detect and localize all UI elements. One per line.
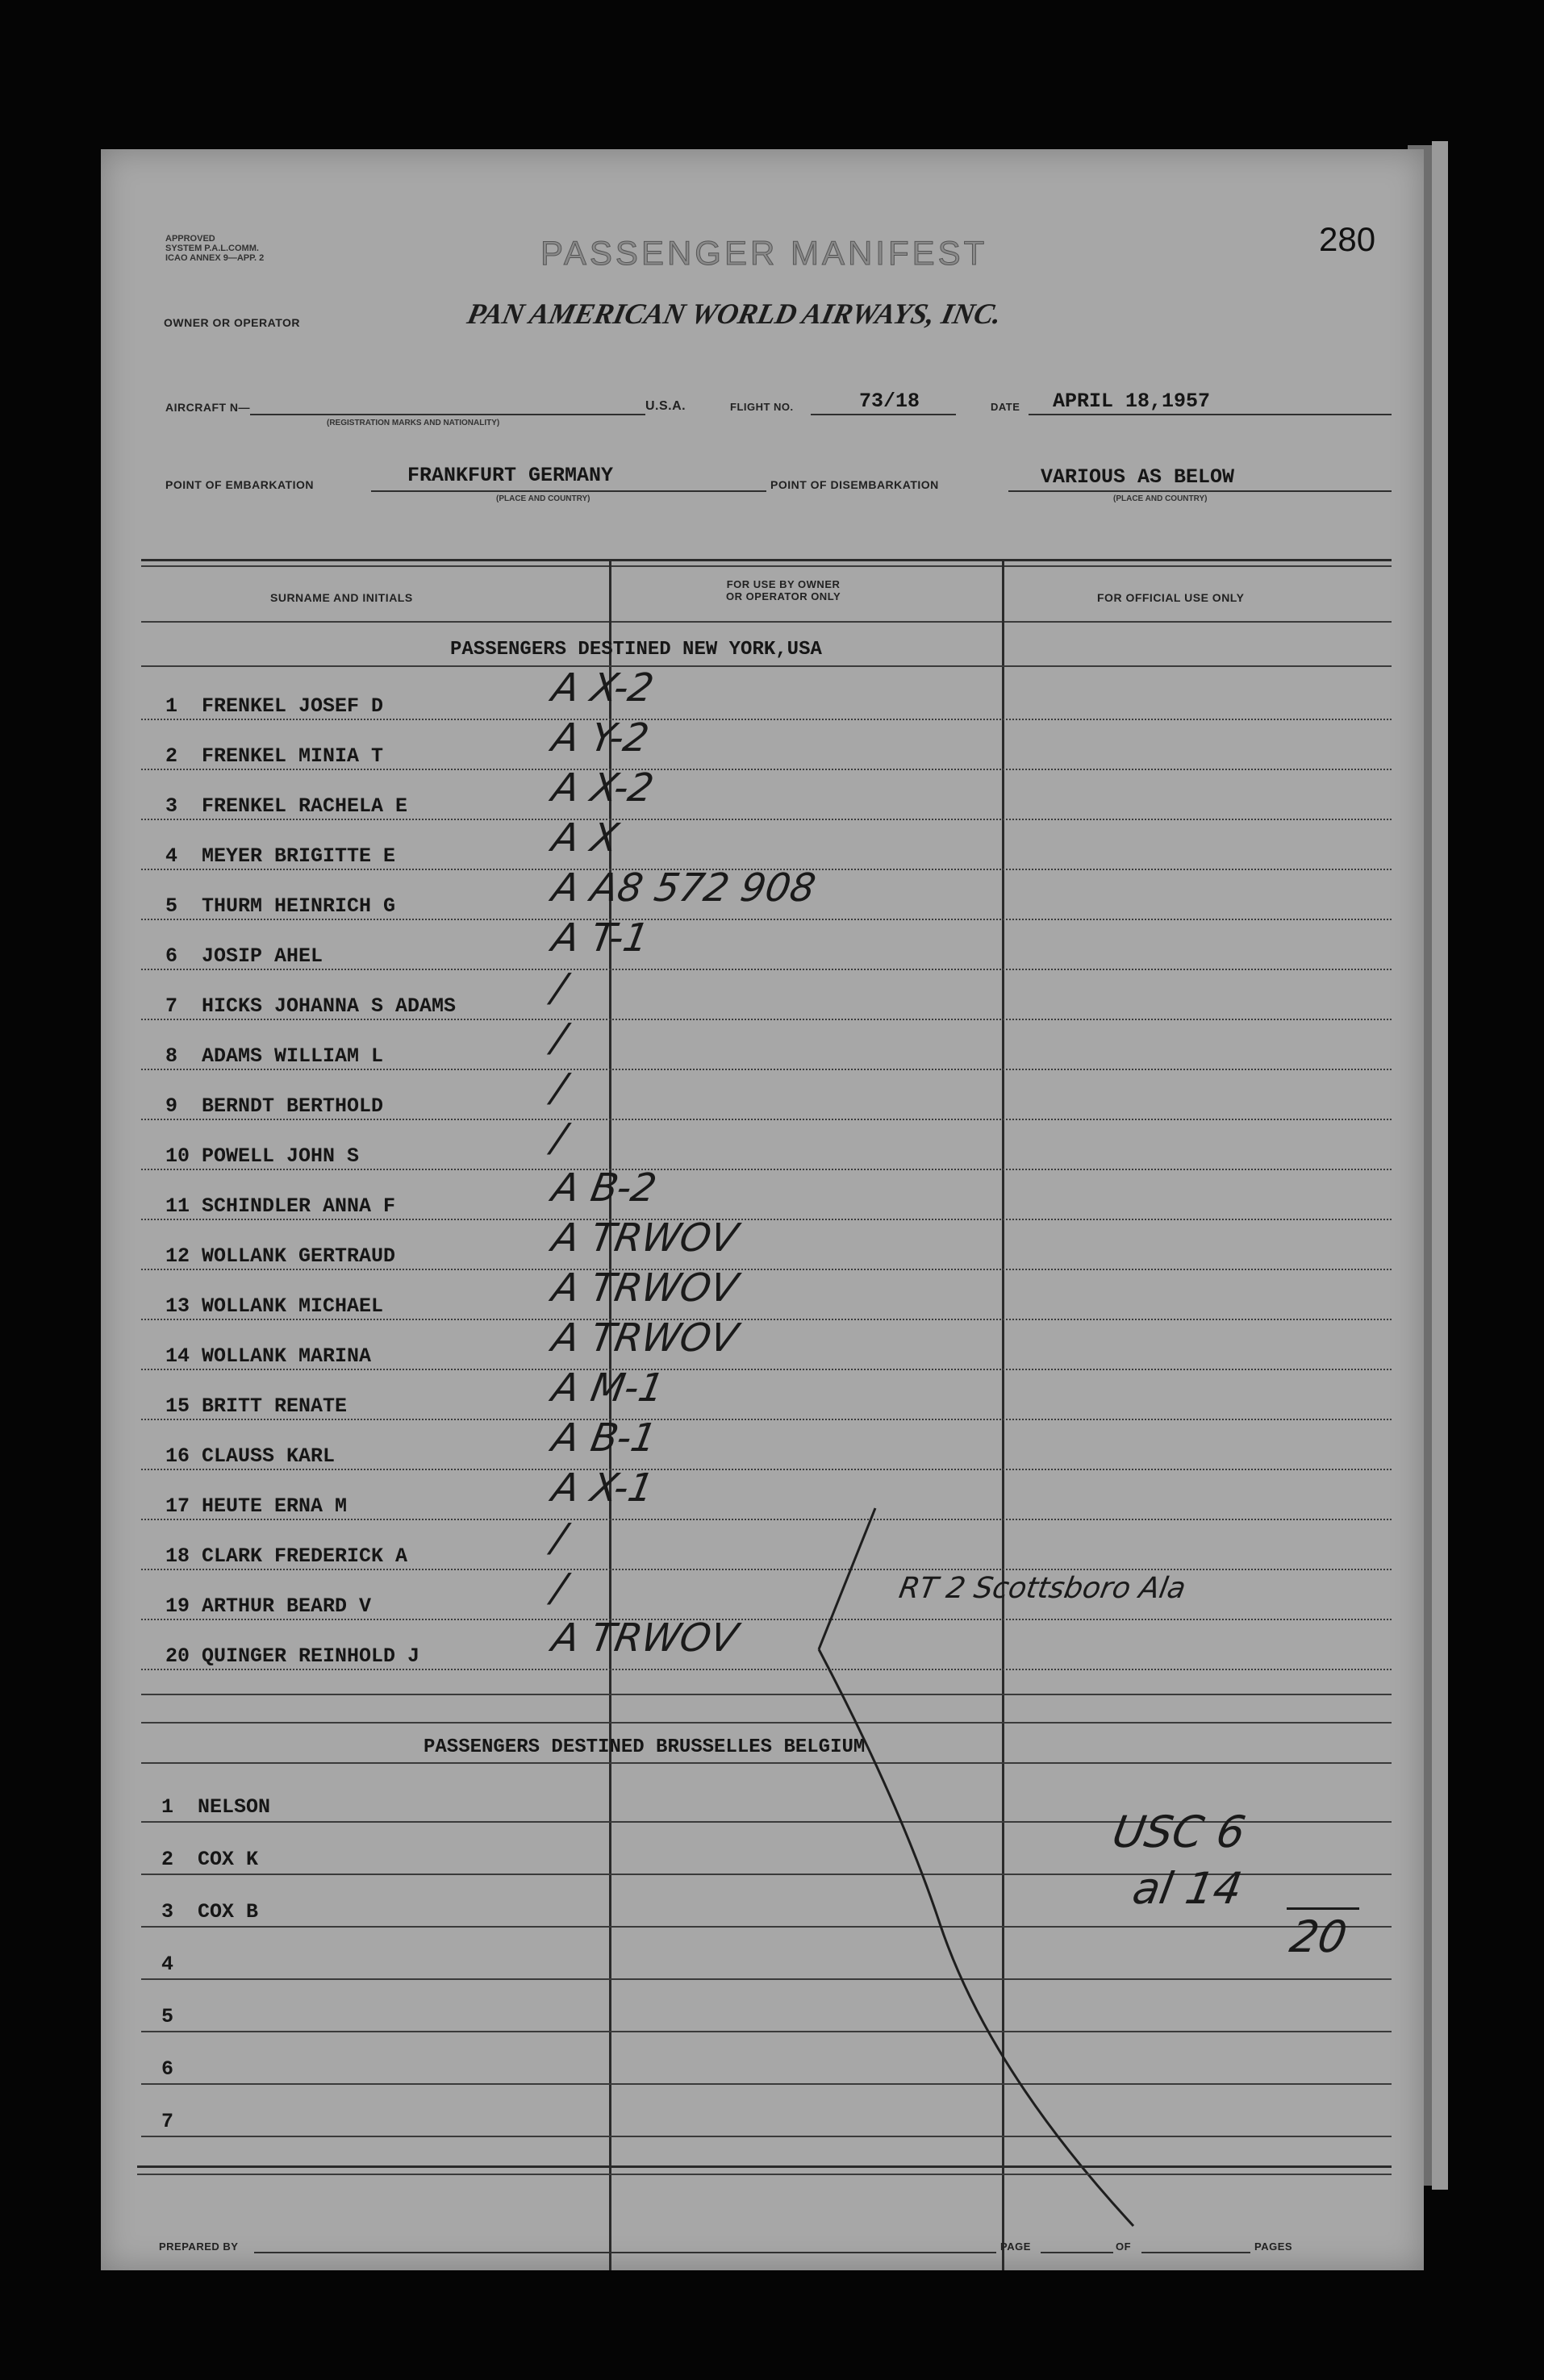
row-number: 3	[165, 794, 178, 818]
row-number: 12	[165, 1244, 190, 1268]
passenger-name: COX B	[198, 1900, 259, 1924]
cancellation-stroke	[101, 149, 1424, 2270]
approval-note: APPROVED SYSTEM P.A.L.COMM. ICAO ANNEX 9—APP. 2	[165, 234, 265, 263]
flight-label: FLIGHT NO.	[730, 401, 794, 413]
status-code: /	[549, 965, 570, 1011]
status-code: A M-1	[549, 1365, 668, 1411]
page-stack-edge-light	[1432, 141, 1448, 2190]
passenger-name: CLAUSS KARL	[202, 1444, 336, 1468]
prepared-by-label: PREPARED BY	[159, 2240, 239, 2253]
embarkation-value: FRANKFURT GERMANY	[407, 464, 614, 487]
status-code: /	[549, 1515, 570, 1561]
passenger-name: FRENKEL MINIA T	[202, 744, 384, 768]
status-code: A TRWOV	[549, 1215, 741, 1261]
passenger-name: THURM HEINRICH G	[202, 894, 396, 918]
status-code: A T-1	[549, 915, 653, 961]
date-label: DATE	[991, 401, 1020, 413]
passenger-name: SCHINDLER ANNA F	[202, 1194, 396, 1218]
operator-label: OWNER OR OPERATOR	[164, 316, 300, 329]
table-bottom-rule-1	[137, 2165, 1392, 2168]
row-number: 6	[161, 2057, 174, 2081]
passenger-name: HEUTE ERNA M	[202, 1494, 348, 1518]
passenger-name: WOLLANK MARINA	[202, 1344, 372, 1368]
row-number: 5	[165, 894, 178, 918]
status-code: A TRWOV	[549, 1315, 741, 1361]
passenger-name: FRENKEL JOSEF D	[202, 694, 384, 718]
disembarkation-label: POINT OF DISEMBARKATION	[770, 478, 939, 491]
row-number: 20	[165, 1644, 190, 1668]
passenger-name: WOLLANK MICHAEL	[202, 1294, 384, 1318]
row-number: 4	[161, 1953, 174, 1976]
row-number: 15	[165, 1394, 190, 1418]
row-number: 2	[165, 744, 178, 768]
row-number: 6	[165, 944, 178, 968]
status-code: A Y-2	[549, 715, 653, 761]
status-code: A X-1	[549, 1465, 657, 1511]
row-number: 8	[165, 1044, 178, 1068]
row-number: 1	[161, 1795, 174, 1819]
row-number: 19	[165, 1594, 190, 1618]
row-number: 4	[165, 844, 178, 868]
row-number: 16	[165, 1444, 190, 1468]
row-number: 11	[165, 1194, 190, 1218]
prepared-by-blank	[254, 2252, 996, 2253]
column-header-surname: SURNAME AND INITIALS	[270, 591, 413, 604]
status-code: A X-2	[549, 665, 657, 711]
status-code: A X	[549, 815, 622, 861]
column-header-owner: FOR USE BY OWNER OR OPERATOR ONLY	[726, 578, 841, 602]
section-heading-new-york: PASSENGERS DESTINED NEW YORK,USA	[450, 639, 822, 661]
status-code: /	[549, 1565, 570, 1611]
form-title: PASSENGER MANIFEST	[540, 234, 988, 272]
row-number: 14	[165, 1344, 190, 1368]
status-code: A X-2	[549, 765, 657, 811]
passenger-name: ADAMS WILLIAM L	[202, 1044, 384, 1068]
official-note: RT 2 Scottsboro Ala	[896, 1572, 1188, 1605]
row-number: 7	[161, 2110, 174, 2133]
page-blank	[1041, 2252, 1113, 2253]
status-code: /	[549, 1115, 570, 1161]
aircraft-label: AIRCRAFT N—	[165, 401, 251, 414]
flight-number: 73/18	[859, 390, 920, 413]
passenger-name: QUINGER REINHOLD J	[202, 1644, 420, 1668]
passenger-name: JOSIP AHEL	[202, 944, 323, 968]
passenger-name: BRITT RENATE	[202, 1394, 348, 1418]
section-heading-brussels: PASSENGERS DESTINED BRUSSELLES BELGIUM	[424, 1736, 866, 1758]
embarkation-sublabel: (PLACE AND COUNTRY)	[496, 494, 590, 503]
of-blank	[1141, 2252, 1250, 2253]
tally-total: 20	[1286, 1911, 1351, 1962]
row-number: 3	[161, 1900, 174, 1924]
nationality-label: U.S.A.	[645, 399, 686, 413]
row-number: 2	[161, 1848, 174, 1871]
row-number: 10	[165, 1144, 190, 1168]
passenger-name: ARTHUR BEARD V	[202, 1594, 372, 1618]
passenger-name: WOLLANK GERTRAUD	[202, 1244, 396, 1268]
passenger-name: COX K	[198, 1848, 259, 1871]
aircraft-sublabel: (REGISTRATION MARKS AND NATIONALITY)	[327, 419, 500, 427]
row-number: 13	[165, 1294, 190, 1318]
passenger-name: CLARK FREDERICK A	[202, 1544, 408, 1568]
row-number: 1	[165, 694, 178, 718]
row-number: 7	[165, 994, 178, 1018]
tally-line-2: al 14	[1129, 1863, 1246, 1914]
row-number: 5	[161, 2005, 174, 2028]
column-header-official: FOR OFFICIAL USE ONLY	[1097, 591, 1245, 604]
operator-name: PAN AMERICAN WORLD AIRWAYS, INC.	[464, 298, 1005, 330]
passenger-name: BERNDT BERTHOLD	[202, 1094, 384, 1118]
flight-date: APRIL 18,1957	[1053, 390, 1211, 413]
disembarkation-value: VARIOUS AS BELOW	[1041, 465, 1235, 489]
page-label: PAGE	[1000, 2240, 1031, 2253]
passenger-name: NELSON	[198, 1795, 271, 1819]
status-code: A TRWOV	[549, 1615, 741, 1661]
pages-label: PAGES	[1254, 2240, 1293, 2253]
status-code: A B-1	[549, 1415, 660, 1461]
passenger-name: POWELL JOHN S	[202, 1144, 360, 1168]
row-number: 18	[165, 1544, 190, 1568]
status-code: /	[549, 1065, 570, 1111]
page-number: 280	[1319, 220, 1376, 258]
passenger-name: HICKS JOHANNA S ADAMS	[202, 994, 457, 1018]
table-bottom-rule-2	[137, 2174, 1392, 2175]
status-code: A B-2	[549, 1165, 660, 1211]
embarkation-label: POINT OF EMBARKATION	[165, 478, 314, 491]
row-number: 9	[165, 1094, 178, 1118]
tally-line-1: USC 6	[1108, 1807, 1250, 1857]
passenger-name: FRENKEL RACHELA E	[202, 794, 408, 818]
passenger-name: MEYER BRIGITTE E	[202, 844, 396, 868]
of-label: OF	[1116, 2240, 1132, 2253]
manifest-sheet	[101, 149, 1424, 2270]
status-code: A A8 572 908	[549, 865, 820, 911]
disembarkation-sublabel: (PLACE AND COUNTRY)	[1113, 494, 1208, 503]
status-code: A TRWOV	[549, 1265, 741, 1311]
status-code: /	[549, 1015, 570, 1061]
row-number: 17	[165, 1494, 190, 1518]
